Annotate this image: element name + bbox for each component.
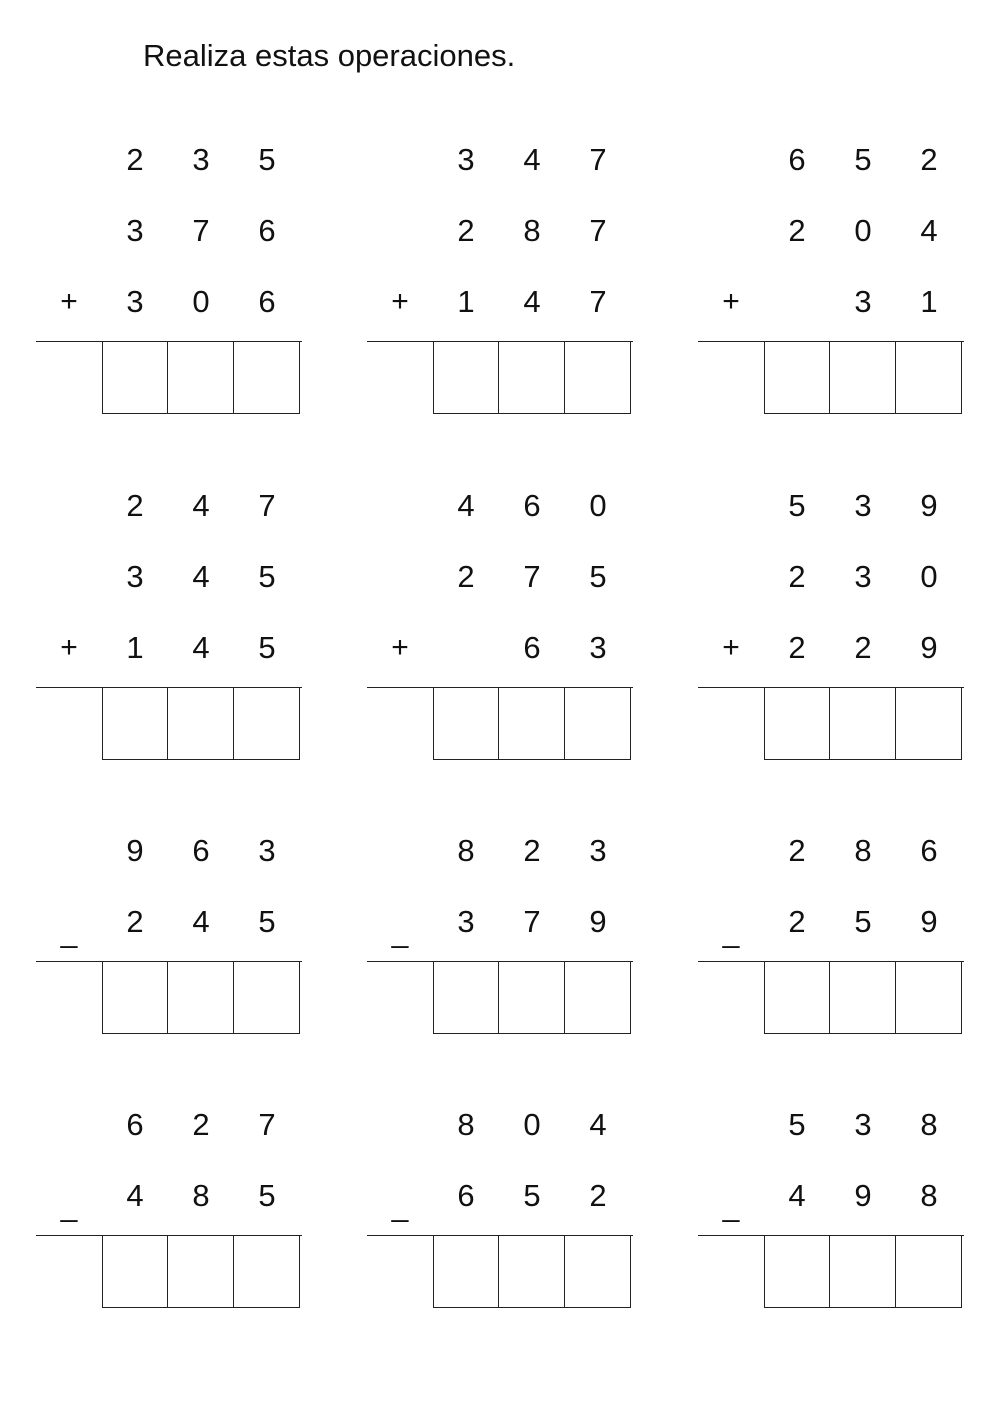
plus-sign: +: [60, 631, 78, 664]
digit: 9: [920, 488, 938, 523]
operand-row: [367, 1176, 635, 1223]
operand-row: [367, 486, 635, 526]
worksheet-title: Realiza estas operaciones.: [143, 38, 516, 73]
digit: 3: [589, 630, 607, 665]
operand-row: [36, 628, 304, 668]
answer-box[interactable]: [433, 687, 499, 760]
digit: 2: [788, 833, 806, 868]
answer-box[interactable]: [234, 1235, 300, 1308]
answer-box[interactable]: [499, 1235, 565, 1308]
digit: 5: [258, 559, 276, 594]
operand-row: [36, 486, 304, 526]
digit: 6: [523, 488, 541, 523]
digit: 3: [258, 833, 276, 868]
digit: 8: [523, 213, 541, 248]
answer-box[interactable]: [830, 687, 896, 760]
answer-box[interactable]: [168, 341, 234, 414]
answer-box[interactable]: [499, 341, 565, 414]
digit: 2: [854, 630, 872, 665]
digit: 6: [192, 833, 210, 868]
digit: 3: [126, 213, 144, 248]
answer-box[interactable]: [234, 961, 300, 1034]
operand-row: [367, 628, 635, 668]
answer-box[interactable]: [764, 961, 830, 1034]
digit: 0: [523, 1107, 541, 1142]
digit: 4: [523, 284, 541, 319]
answer-box[interactable]: [896, 687, 962, 760]
digit: 9: [126, 833, 144, 868]
digit: 6: [126, 1107, 144, 1142]
answer-box[interactable]: [168, 687, 234, 760]
digit: 7: [258, 488, 276, 523]
operand-row: [367, 140, 635, 180]
minus-sign: _: [391, 1190, 409, 1223]
answer-box[interactable]: [499, 961, 565, 1034]
operand-row: [367, 1105, 635, 1145]
digit: 6: [258, 284, 276, 319]
digit: 2: [788, 630, 806, 665]
operand-row: [36, 1176, 304, 1223]
plus-sign: +: [722, 631, 740, 664]
answer-box[interactable]: [830, 341, 896, 414]
digit: 4: [523, 142, 541, 177]
digit: 6: [523, 630, 541, 665]
digit: 2: [788, 904, 806, 939]
digit: 0: [854, 213, 872, 248]
digit: 4: [192, 559, 210, 594]
digit: 3: [457, 904, 475, 939]
digit: 4: [126, 1178, 144, 1213]
minus-sign: _: [60, 1190, 78, 1223]
operand-row: [698, 831, 966, 871]
digit: 3: [126, 559, 144, 594]
digit: 0: [589, 488, 607, 523]
operand-row: [36, 211, 304, 251]
digit: 2: [788, 559, 806, 594]
plus-sign: +: [722, 285, 740, 318]
operand-row: [367, 831, 635, 871]
digit: 3: [126, 284, 144, 319]
plus-sign: +: [391, 285, 409, 318]
answer-box[interactable]: [102, 341, 168, 414]
answer-box[interactable]: [168, 1235, 234, 1308]
digit: 5: [258, 1178, 276, 1213]
answer-box[interactable]: [234, 341, 300, 414]
plus-sign: +: [60, 285, 78, 318]
operand-row: [698, 628, 966, 668]
answer-box[interactable]: [896, 341, 962, 414]
operand-row: [698, 140, 966, 180]
digit: 5: [854, 904, 872, 939]
digit: 8: [920, 1178, 938, 1213]
digit: 2: [457, 213, 475, 248]
operand-row: [36, 140, 304, 180]
answer-box[interactable]: [565, 341, 631, 414]
digit: 2: [523, 833, 541, 868]
digit: 6: [258, 213, 276, 248]
answer-box[interactable]: [896, 961, 962, 1034]
digit: 7: [192, 213, 210, 248]
operand-row: [698, 1176, 966, 1223]
answer-box[interactable]: [830, 1235, 896, 1308]
digit: 6: [457, 1178, 475, 1213]
operand-row: [698, 902, 966, 949]
answer-box[interactable]: [102, 1235, 168, 1308]
operand-row: [698, 211, 966, 251]
minus-sign: _: [722, 916, 740, 949]
digit: 2: [788, 213, 806, 248]
digit: 5: [258, 904, 276, 939]
digit: 4: [920, 213, 938, 248]
digit: 9: [589, 904, 607, 939]
digit: 4: [192, 904, 210, 939]
answer-box[interactable]: [102, 961, 168, 1034]
digit: 9: [920, 630, 938, 665]
digit: 1: [457, 284, 475, 319]
answer-box[interactable]: [102, 687, 168, 760]
plus-sign: +: [391, 631, 409, 664]
digit: 3: [854, 284, 872, 319]
digit: 7: [589, 142, 607, 177]
digit: 1: [920, 284, 938, 319]
digit: 5: [258, 142, 276, 177]
digit: 3: [854, 1107, 872, 1142]
digit: 8: [192, 1178, 210, 1213]
answer-box[interactable]: [565, 961, 631, 1034]
minus-sign: _: [722, 1190, 740, 1223]
digit: 2: [192, 1107, 210, 1142]
operand-row: [36, 831, 304, 871]
digit: 4: [457, 488, 475, 523]
digit: 0: [192, 284, 210, 319]
digit: 6: [788, 142, 806, 177]
digit: 2: [126, 904, 144, 939]
answer-box[interactable]: [565, 687, 631, 760]
answer-box[interactable]: [499, 687, 565, 760]
digit: 2: [126, 488, 144, 523]
minus-sign: _: [391, 916, 409, 949]
digit: 3: [854, 559, 872, 594]
operand-row: [367, 282, 635, 322]
digit: 3: [457, 142, 475, 177]
digit: 7: [523, 904, 541, 939]
digit: 5: [523, 1178, 541, 1213]
operand-row: [36, 282, 304, 322]
minus-sign: _: [60, 916, 78, 949]
operand-row: [367, 557, 635, 597]
answer-box[interactable]: [764, 1235, 830, 1308]
digit: 8: [457, 1107, 475, 1142]
digit: 7: [258, 1107, 276, 1142]
digit: 8: [457, 833, 475, 868]
digit: 3: [854, 488, 872, 523]
answer-box[interactable]: [168, 961, 234, 1034]
digit: 3: [192, 142, 210, 177]
digit: 5: [854, 142, 872, 177]
digit: 2: [589, 1178, 607, 1213]
answer-box[interactable]: [234, 687, 300, 760]
digit: 1: [126, 630, 144, 665]
digit: 2: [126, 142, 144, 177]
answer-box[interactable]: [830, 961, 896, 1034]
operand-row: [698, 557, 966, 597]
digit: 8: [854, 833, 872, 868]
digit: 5: [788, 488, 806, 523]
digit: 9: [920, 904, 938, 939]
operand-row: [36, 1105, 304, 1145]
digit: 5: [589, 559, 607, 594]
operand-row: [367, 902, 635, 949]
digit: 3: [589, 833, 607, 868]
operand-row: [698, 1105, 966, 1145]
digit: 7: [589, 213, 607, 248]
digit: 5: [258, 630, 276, 665]
answer-box[interactable]: [896, 1235, 962, 1308]
digit: 2: [920, 142, 938, 177]
digit: 4: [788, 1178, 806, 1213]
answer-box[interactable]: [764, 341, 830, 414]
digit: 8: [920, 1107, 938, 1142]
digit: 4: [589, 1107, 607, 1142]
operand-row: [698, 486, 966, 526]
answer-box[interactable]: [433, 961, 499, 1034]
digit: 7: [589, 284, 607, 319]
digit: 6: [920, 833, 938, 868]
operand-row: [367, 211, 635, 251]
digit: 4: [192, 630, 210, 665]
operand-row: [36, 902, 304, 949]
answer-box[interactable]: [565, 1235, 631, 1308]
answer-box[interactable]: [764, 687, 830, 760]
answer-box[interactable]: [433, 341, 499, 414]
digit: 0: [920, 559, 938, 594]
digit: 7: [523, 559, 541, 594]
operand-row: [36, 557, 304, 597]
digit: 5: [788, 1107, 806, 1142]
answer-box[interactable]: [433, 1235, 499, 1308]
digit: 9: [854, 1178, 872, 1213]
digit: 4: [192, 488, 210, 523]
operand-row: [698, 282, 966, 322]
digit: 2: [457, 559, 475, 594]
